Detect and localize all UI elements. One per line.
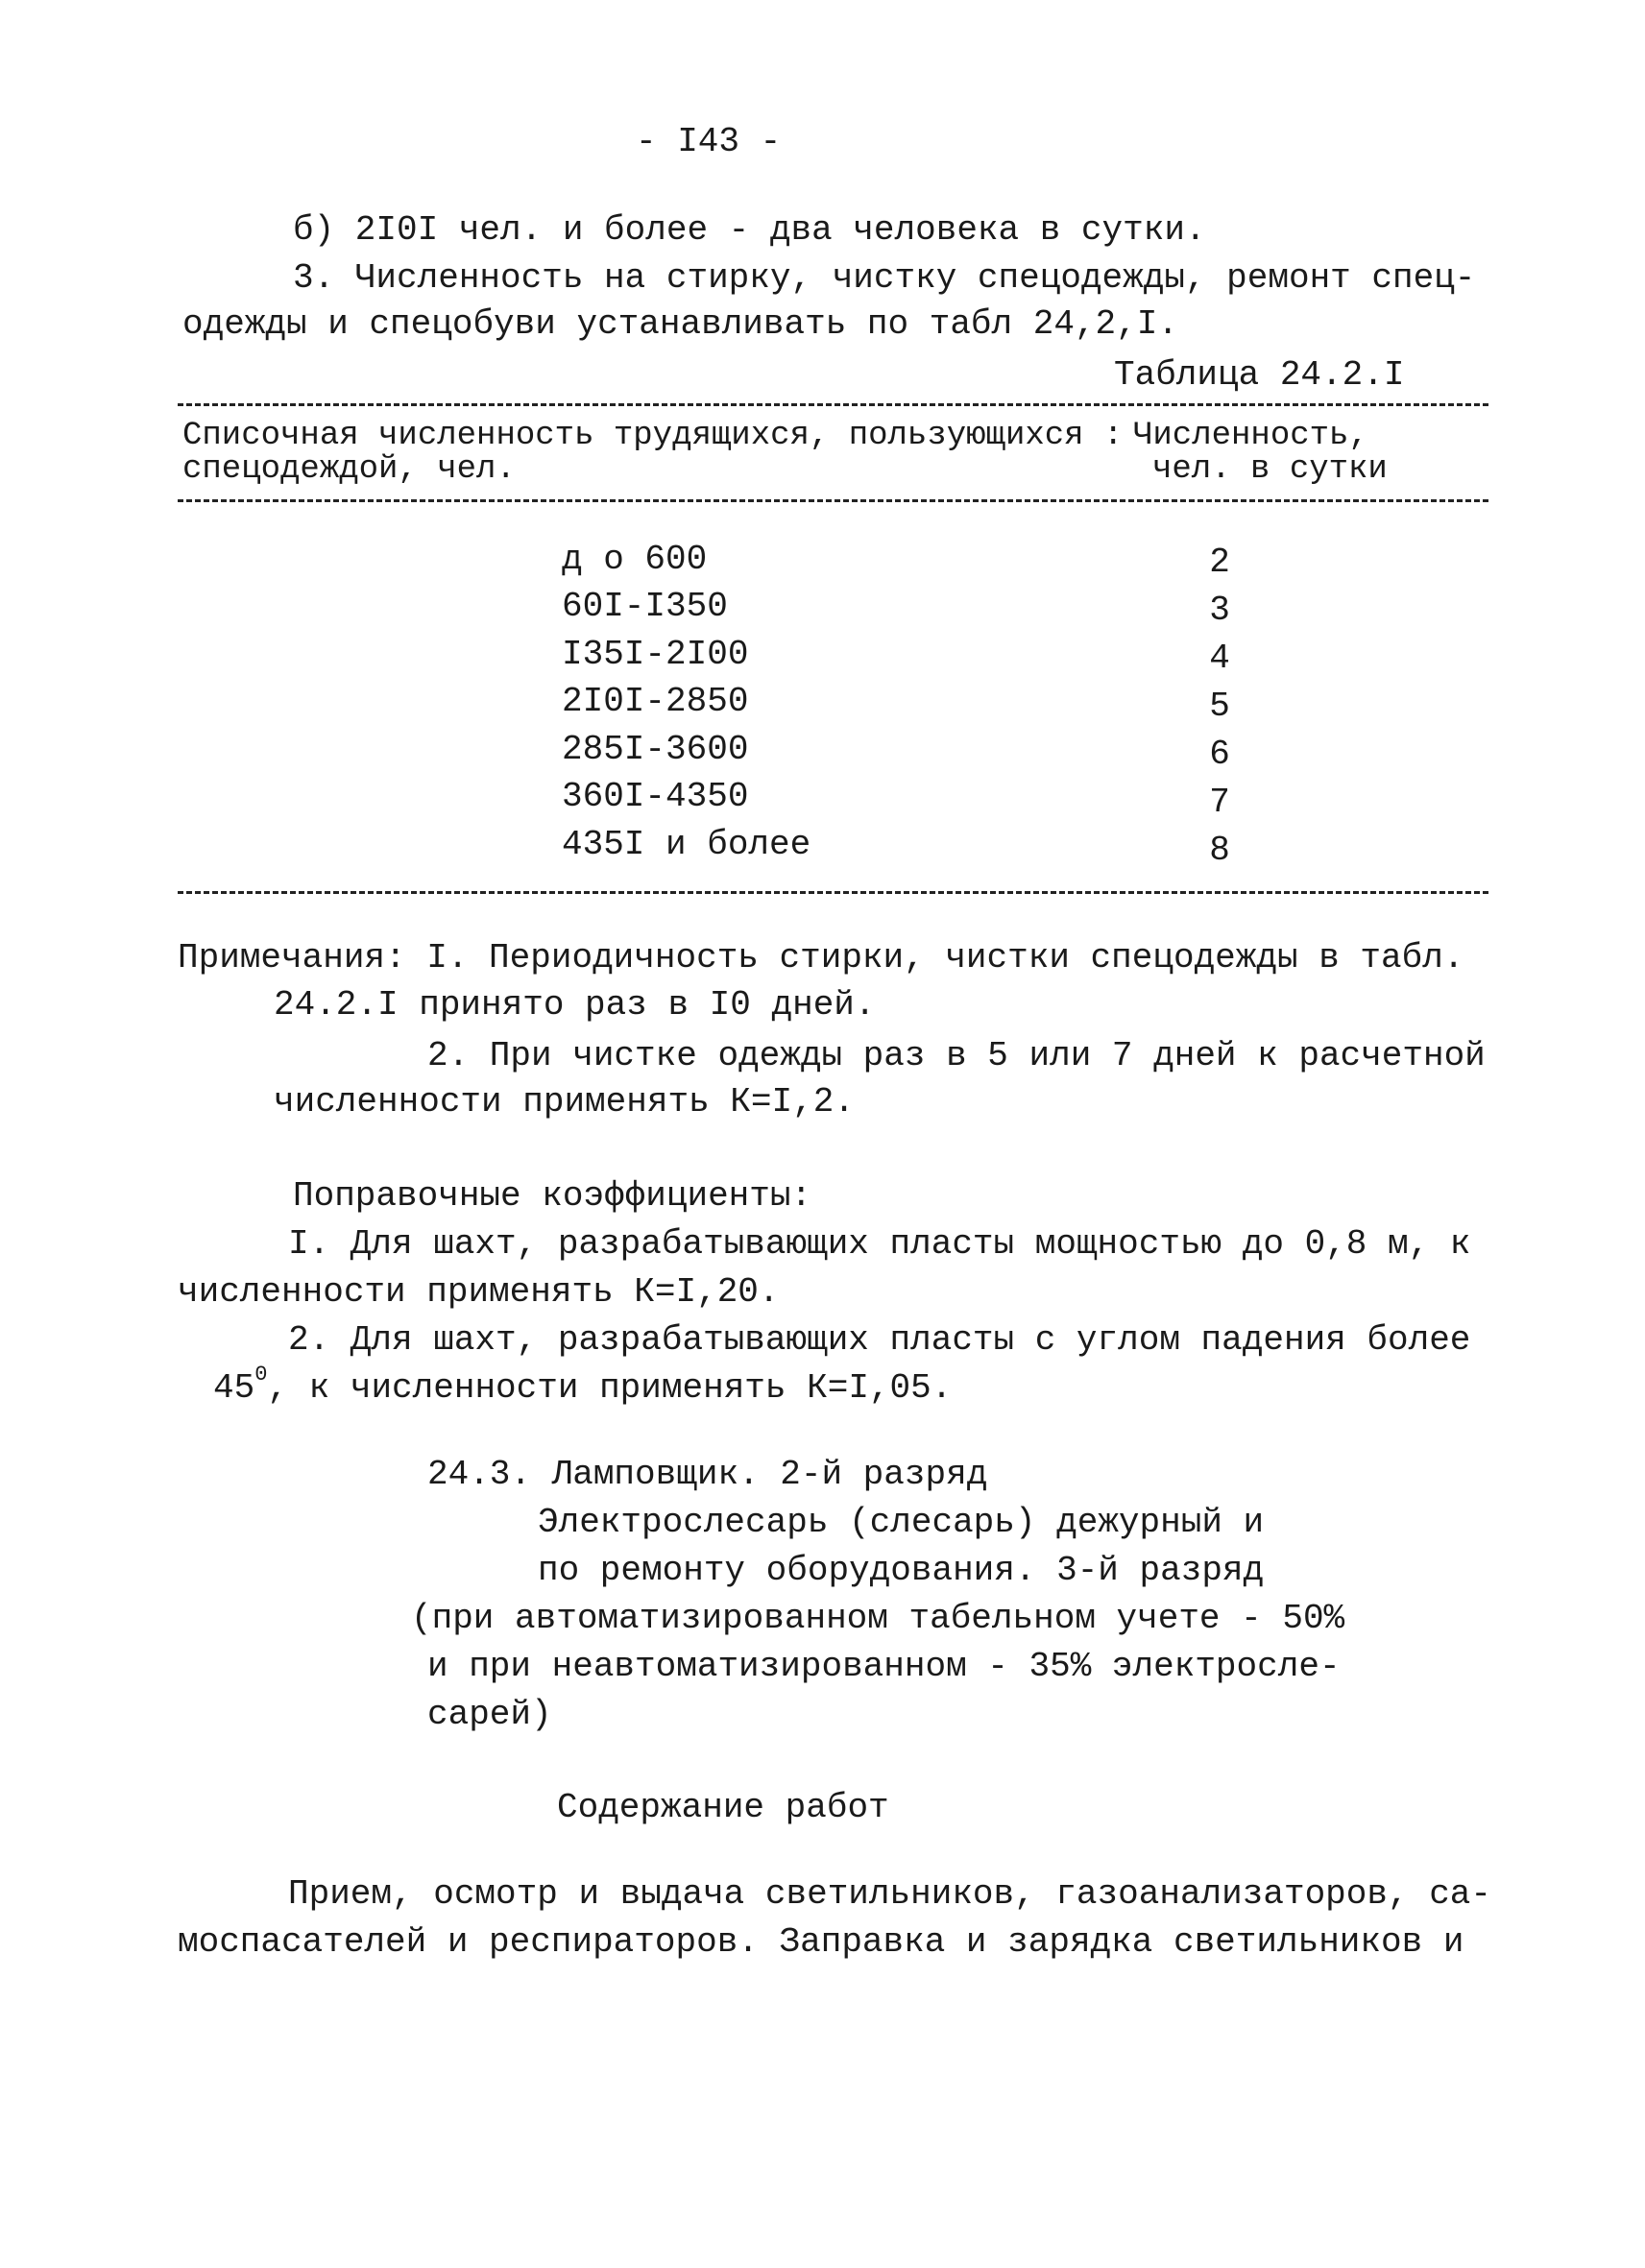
- table-row-range: I35I-2I00: [562, 635, 749, 674]
- table-header-left-1: Списочная численность трудящихся, пользующихся :: [182, 418, 1124, 454]
- coefficient1-line1: I. Для шахт, разрабатывающих пласты мощностью до 0,8 м, к: [288, 1224, 1471, 1264]
- table-row-count: 8: [1209, 831, 1230, 870]
- coefficients-heading: Поправочные коэффициенты:: [293, 1176, 812, 1216]
- table-row-count: 6: [1209, 735, 1230, 774]
- table-header-right-1: Численность,: [1133, 418, 1368, 454]
- table-row-count: 7: [1209, 783, 1230, 822]
- coefficient2-line1: 2. Для шахт, разрабатывающих пласты с углом падения более: [288, 1320, 1471, 1360]
- page-number: - I43 -: [636, 122, 782, 161]
- section-line2: Электрослесарь (слесарь) дежурный и: [538, 1503, 1265, 1542]
- table-row-count: 2: [1209, 543, 1230, 582]
- table-row-range: 360I-4350: [562, 777, 749, 816]
- section-line4: (при автоматизированном табельном учете - 50%: [411, 1599, 1345, 1638]
- table-caption: Таблица 24.2.I: [1114, 355, 1405, 395]
- table-row-range: 60I-I350: [562, 587, 728, 626]
- item3-line2: одежды и спецобуви устанавливать по табл 24,2,I.: [182, 304, 1178, 344]
- section-line5: и при неавтоматизированном - 35% электросле-: [427, 1647, 1341, 1686]
- table-row-count: 5: [1209, 687, 1230, 726]
- notes-line2: 24.2.I принято раз в I0 дней.: [274, 985, 876, 1025]
- table-row-count: 3: [1209, 591, 1230, 630]
- coefficient2-line2: [213, 1363, 953, 1408]
- table-row-range: 435I и более: [562, 825, 811, 864]
- table-header-left-2: спецодеждой, чел.: [182, 451, 516, 488]
- notes-line1: Примечания: I. Периодичность стирки, чистки спецодежды в табл.: [178, 938, 1464, 977]
- work-content-heading: Содержание работ: [557, 1788, 889, 1827]
- table-row-range: 285I-3600: [562, 730, 749, 769]
- notes-line3: 2. При чистке одежды раз в 5 или 7 дней к расчетной: [427, 1036, 1486, 1075]
- section-line3: по ремонту оборудования. 3-й разряд: [538, 1551, 1265, 1590]
- work-content-line1: Прием, осмотр и выдача светильников, газоанализаторов, са-: [288, 1874, 1492, 1914]
- paragraph-b: б) 2I0I чел. и более - два человека в сутки.: [293, 210, 1206, 250]
- table-row-count: 4: [1209, 639, 1230, 678]
- section-line1: 24.3. Ламповщик. 2-й разряд: [427, 1455, 988, 1494]
- table-top-rule: [178, 403, 1488, 406]
- work-content-line2: моспасателей и респираторов. Заправка и зарядка светильников и: [178, 1922, 1464, 1962]
- coefficient1-line2: численности применять К=I,20.: [178, 1272, 780, 1312]
- degree-superscript: 0: [254, 1363, 268, 1387]
- section-line6: сарей): [427, 1695, 552, 1734]
- table-header-rule: [178, 499, 1488, 502]
- notes-line4: численности применять К=I,2.: [274, 1082, 855, 1122]
- table-header-right-2: чел. в сутки: [1152, 451, 1388, 488]
- angle-value: 45: [213, 1368, 255, 1408]
- table-row-range: д о 600: [562, 540, 708, 579]
- item3-line1: 3. Численность на стирку, чистку спецодежды, ремонт спец-: [293, 258, 1476, 298]
- table-bottom-rule: [178, 891, 1488, 894]
- coefficient2-text: , к численности применять К=I,05.: [267, 1368, 953, 1408]
- table-row-range: 2I0I-2850: [562, 682, 749, 721]
